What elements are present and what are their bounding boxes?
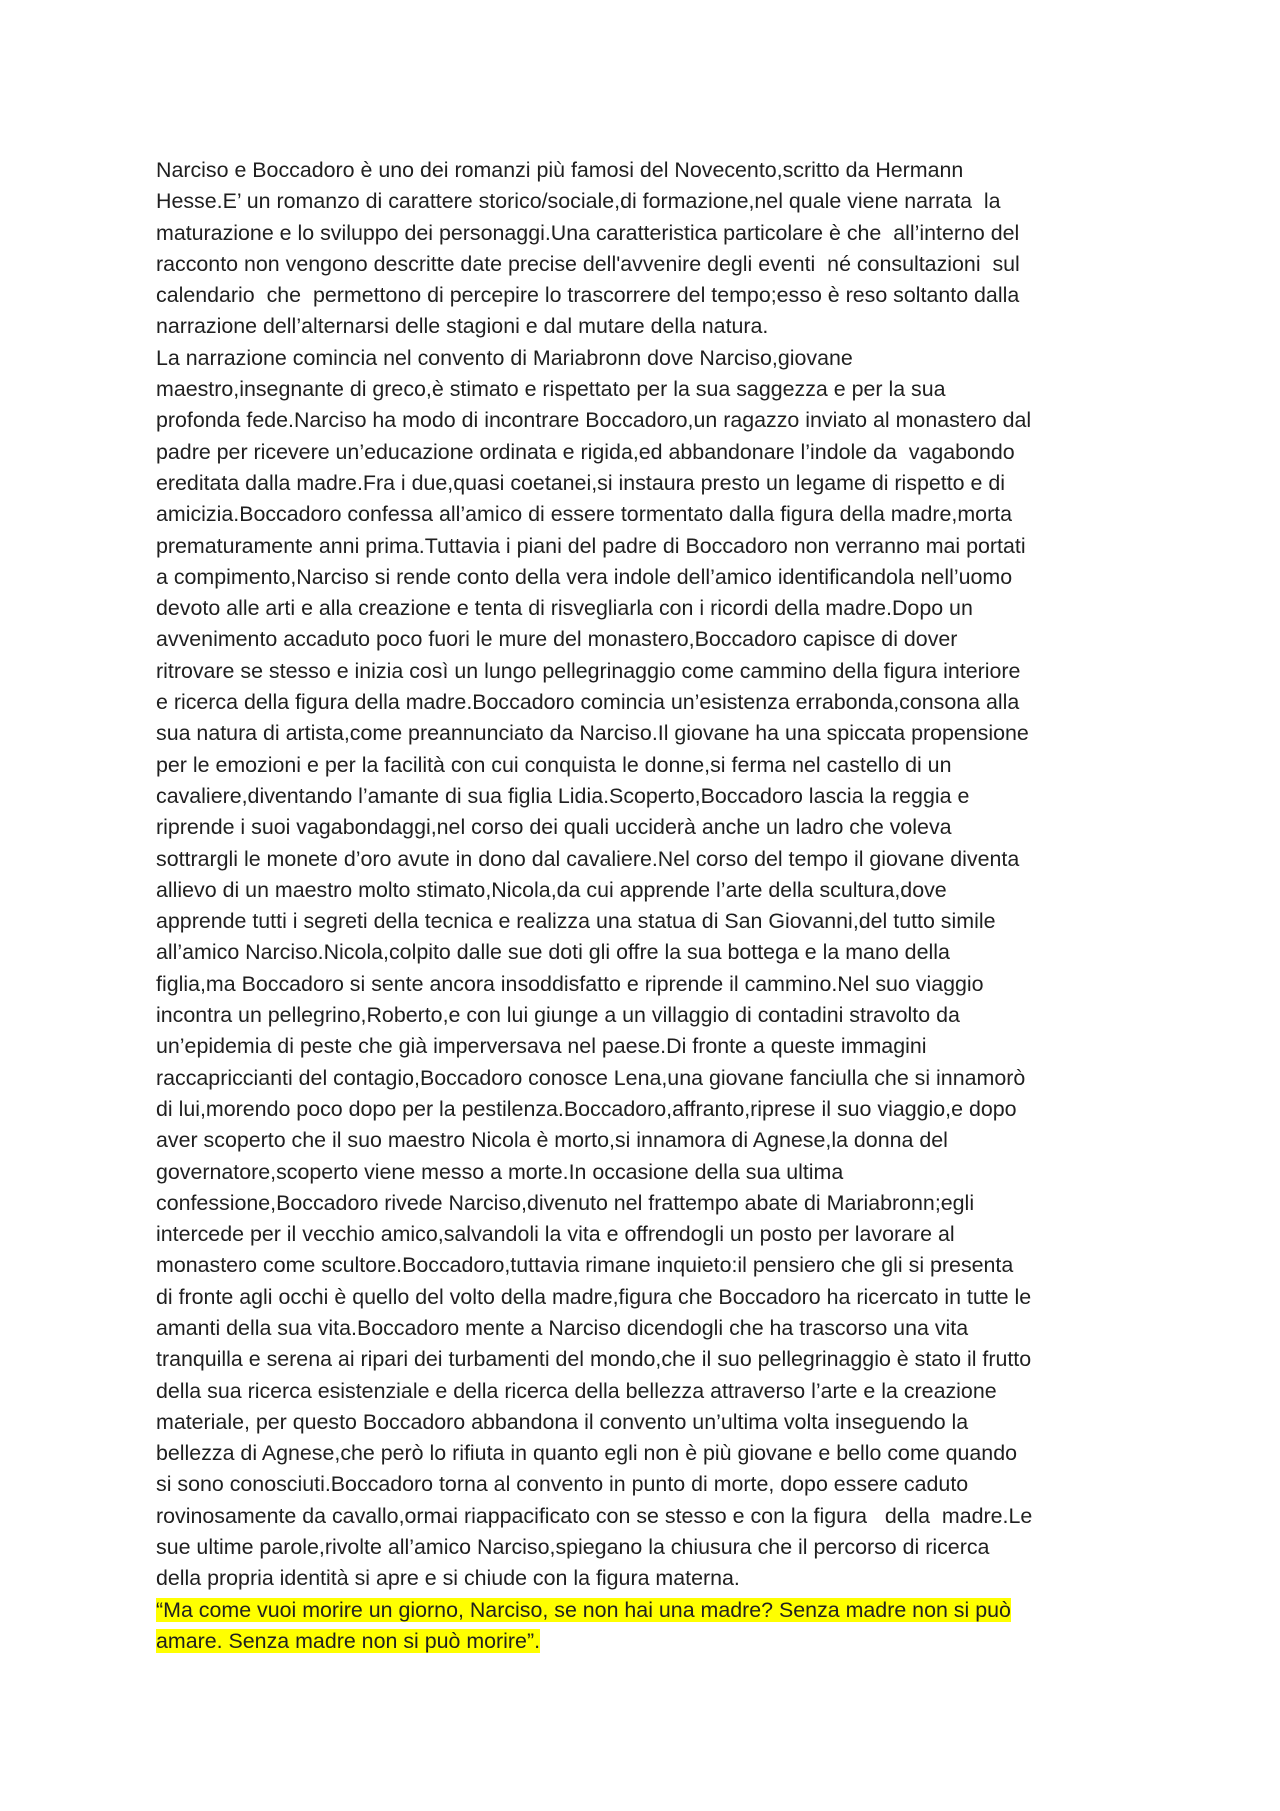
paragraph-line: figlia,ma Boccadoro si sente ancora insoddisfatto e riprende il cammino.Nel suo viaggio	[156, 971, 984, 996]
paragraph-line: di lui,morendo poco dopo per la pestilenza.Boccadoro,affranto,riprese il suo viaggio,e dopo	[156, 1096, 1017, 1121]
paragraph-line: intercede per il vecchio amico,salvandoli la vita e offrendogli un posto per lavorare al	[156, 1222, 955, 1247]
quote-line	[156, 1595, 1146, 1626]
paragraph-line: sottrargli le monete d’oro avute in dono dal cavaliere.Nel corso del tempo il giovane diventa	[156, 846, 1020, 871]
paragraph-line: all’amico Narciso.Nicola,colpito dalle sue doti gli offre la sua bottega e la mano della	[156, 940, 950, 965]
paragraph-line: calendario che permettono di percepire lo trascorrere del tempo;esso è reso soltanto dalla	[156, 283, 1020, 308]
paragraph-line: raccapriccianti del contagio,Boccadoro conosce Lena,una giovane fanciulla che si innamorò	[156, 1065, 1026, 1090]
paragraph-line: monastero come scultore.Boccadoro,tuttavia rimane inquieto:il pensiero che gli si presenta	[156, 1253, 1014, 1278]
paragraph-line: apprende tutti i segreti della tecnica e realizza una statua di San Giovanni,del tutto simile	[156, 909, 996, 934]
paragraph-line: maestro,insegnante di greco,è stimato e rispettato per la sua saggezza e per la sua	[156, 377, 946, 402]
paragraph-line: aver scoperto che il suo maestro Nicola è morto,si innamora di Agnese,la donna del	[156, 1128, 948, 1153]
paragraph-line: racconto non vengono descritte date precise dell'avvenire degli eventi né consultazioni sul	[156, 251, 1020, 276]
paragraph-line: a compimento,Narciso si rende conto della vera indole dell’amico identificandola nell’uomo	[156, 564, 1013, 589]
paragraph-line: avvenimento accaduto poco fuori le mure del monastero,Boccadoro capisce di dover	[156, 627, 958, 652]
document-body	[156, 155, 1146, 1657]
paragraph-line: profonda fede.Narciso ha modo di incontrare Boccadoro,un ragazzo inviato al monastero dal	[156, 408, 1032, 433]
paragraph-line: devoto alle arti e alla creazione e tenta di risvegliarla con i ricordi della madre.Dopo un	[156, 596, 973, 621]
paragraph-line: materiale, per questo Boccadoro abbandona il convento un’ultima volta inseguendo la	[156, 1409, 969, 1434]
paragraph-line: ritrovare se stesso e inizia così un lungo pellegrinaggio come cammino della figura interiore	[156, 658, 1021, 683]
paragraph-line: confessione,Boccadoro rivede Narciso,divenuto nel frattempo abate di Mariabronn;egli	[156, 1190, 975, 1215]
paragraph-line: incontra un pellegrino,Roberto,e con lui giunge a un villaggio di contadini stravolto da	[156, 1003, 960, 1028]
paragraph-line: e ricerca della figura della madre.Boccadoro comincia un’esistenza errabonda,consona alla	[156, 690, 1020, 715]
paragraph-line: sua natura di artista,come preannunciato da Narciso.Il giovane ha una spiccata propensione	[156, 721, 1029, 746]
highlighted-quote-text: “Ma come vuoi morire un giorno, Narciso, se non hai una madre? Senza madre non si può	[156, 1597, 1011, 1622]
paragraph-line: prematuramente anni prima.Tuttavia i piani del padre di Boccadoro non verranno mai portati	[156, 533, 1026, 558]
highlighted-quote-text: amare. Senza madre non si può morire”.	[156, 1628, 541, 1653]
quote-line	[156, 1626, 1146, 1657]
paragraph-line: amanti della sua vita.Boccadoro mente a Narciso dicendogli che ha trascorso una vita	[156, 1315, 969, 1340]
paragraph-line: governatore,scoperto viene messo a morte.In occasione della sua ultima	[156, 1159, 844, 1184]
paragraph-line: La narrazione comincia nel convento di Mariabronn dove Narciso,giovane	[156, 345, 853, 370]
paragraph-line: cavaliere,diventando l’amante di sua figlia Lidia.Scoperto,Boccadoro lascia la reggia e	[156, 783, 970, 808]
paragraph-line: bellezza di Agnese,che però lo rifiuta in quanto egli non è più giovane e bello come quando	[156, 1441, 1017, 1466]
paragraph-line: sue ultime parole,rivolte all’amico Narciso,spiegano la chiusura che il percorso di ricerca	[156, 1535, 990, 1560]
paragraph-line: rovinosamente da cavallo,ormai riappacificato con se stesso e con la figura della madre.Le	[156, 1503, 1033, 1528]
paragraph-line: Hesse.E’ un romanzo di carattere storico/sociale,di formazione,nel quale viene narrata la	[156, 189, 1001, 214]
paragraph-line: della sua ricerca esistenziale e della ricerca della bellezza attraverso l’arte e la creazione	[156, 1378, 997, 1403]
paragraph-line: un’epidemia di peste che già imperversava nel paese.Di fronte a queste immagini	[156, 1034, 927, 1059]
paragraph-line: si sono conosciuti.Boccadoro torna al convento in punto di morte, dopo essere caduto	[156, 1472, 969, 1497]
paragraph-line: narrazione dell’alternarsi delle stagioni e dal mutare della natura.	[156, 314, 769, 339]
paragraph-line: Narciso e Boccadoro è uno dei romanzi più famosi del Novecento,scritto da Hermann	[156, 158, 964, 182]
paragraph-line: di fronte agli occhi è quello del volto della madre,figura che Boccadoro ha ricercato in tutte le	[156, 1284, 1032, 1309]
paragraph-line: allievo di un maestro molto stimato,Nicola,da cui apprende l’arte della scultura,dove	[156, 877, 947, 902]
paragraph-line: maturazione e lo sviluppo dei personaggi.Una caratteristica particolare è che all’interno del	[156, 220, 1020, 245]
paragraph-line: padre per ricevere un’educazione ordinata e rigida,ed abbandonare l’indole da vagabondo	[156, 439, 1015, 464]
paragraph-line: riprende i suoi vagabondaggi,nel corso dei quali ucciderà anche un ladro che voleva	[156, 815, 952, 840]
paragraph-line: ereditata dalla madre.Fra i due,quasi coetanei,si instaura presto un legame di rispetto e di	[156, 470, 1005, 495]
paragraph-line: tranquilla e serena ai ripari dei turbamenti del mondo,che il suo pellegrinaggio è stato il frutto	[156, 1347, 1032, 1372]
paragraph-line: amicizia.Boccadoro confessa all’amico di essere tormentato dalla figura della madre,morta	[156, 502, 1013, 527]
paragraph-line: della propria identità si apre e si chiude con la figura materna.	[156, 1566, 740, 1591]
paragraph-line: per le emozioni e per la facilità con cui conquista le donne,si ferma nel castello di un	[156, 752, 952, 777]
